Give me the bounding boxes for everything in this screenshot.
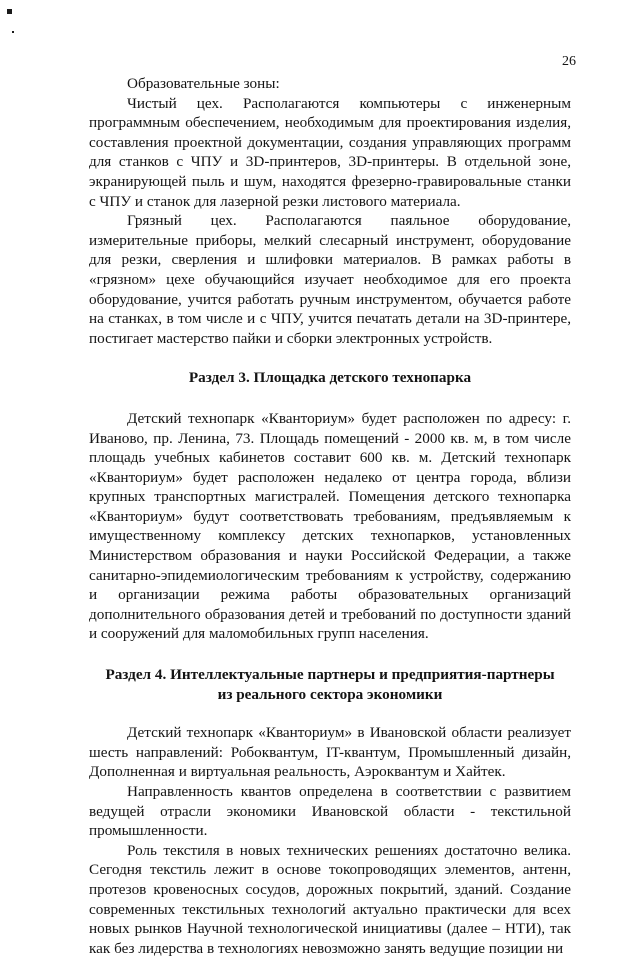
section-3-heading: Раздел 3. Площадка детского технопарка: [188, 369, 472, 387]
section-4-heading: [89, 665, 571, 704]
clean-shop-paragraph: Чистый цех. Располагаются компьютеры с инженерным программным обеспечением, необходимым для проектирования изделия, составления проектной документации, создания управляющих программ для станков с ЧПУ и 3D-принтеров, 3D-принтеры. В отдельной зоне, экранирующей пыль и шум, находятся фрезерно-гравировальные станки с ЧПУ и станок для лазерной резки листового материала.: [89, 94, 571, 210]
section-4-paragraph-3: Роль текстиля в новых технических решениях достаточно велика. Сегодня текстиль лежит в основе токопроводящих элементов, антенн, протезов кровеносных сосудов, дорожных покрытий, зданий. Создание современных текстильных технологий актуально практически для всех новых рынков Научной технологической инициативы (далее – НТИ), так как без лидерства в технологиях невозможно занять ведущие позиции ни: [89, 841, 571, 957]
dirty-shop-paragraph: Грязный цех. Располагаются паяльное оборудование, измерительные приборы, мелкий слесарный инструмент, оборудование для резки, сверления и шлифовки материалов. В рамках работы в «грязном» цехе обучающийся изучает необходимое для его проекта оборудование, учится работать ручным инструментом, обучается работе на станках, в том числе и с ЧПУ, учится печатать детали на 3D-принтере, постигает мастерство пайки и сборки электронных устройств.: [89, 212, 571, 347]
section-3-paragraph: Детский технопарк «Кванториум» будет расположен по адресу: г. Иваново, пр. Ленина, 73. Площадь помещений - 2000 кв. м, в том числе площадь учебных кабинетов составит 600 кв. м. Детский технопарк «Кванториум» будет расположен недалеко от центра города, вблизи крупных транспортных магистралей. Помещения детского технопарка «Кванториум» будут соответствовать требованиям, предъявляемым к имущественному комплексу детских технопарков, установленных Министерством образования и науки Российской Федерации, а также санитарно-эпидемиологическим требованиям к устройству, содержанию и организации режима работы образовательных организаций дополнительного образования детей и требований по доступности зданий и сооружений для маломобильных групп населения.: [89, 409, 571, 643]
zones-title: Образовательные зоны:: [127, 75, 280, 92]
section-4-paragraph-1: Детский технопарк «Кванториум» в Ивановской области реализует шесть направлений: Робоквантум, IT-квантум, Промышленный дизайн, Дополненная и виртуальная реальность, Аэроквантум и Хайтек.: [89, 724, 571, 781]
section-4-heading-line-2: из реального сектора экономики: [217, 685, 443, 703]
section-4-heading-line-1: Раздел 4. Интеллектуальные партнеры и предприятия-партнеры: [105, 666, 555, 684]
scan-dot: [12, 31, 14, 33]
scan-mark: [7, 9, 12, 14]
document-body: [89, 74, 571, 958]
section-4-paragraph-2: Направленность квантов определена в соответствии с развитием ведущей отрасли экономики Ивановской области - текстильной промышленности.: [89, 783, 571, 840]
page-number: 26: [562, 54, 576, 69]
